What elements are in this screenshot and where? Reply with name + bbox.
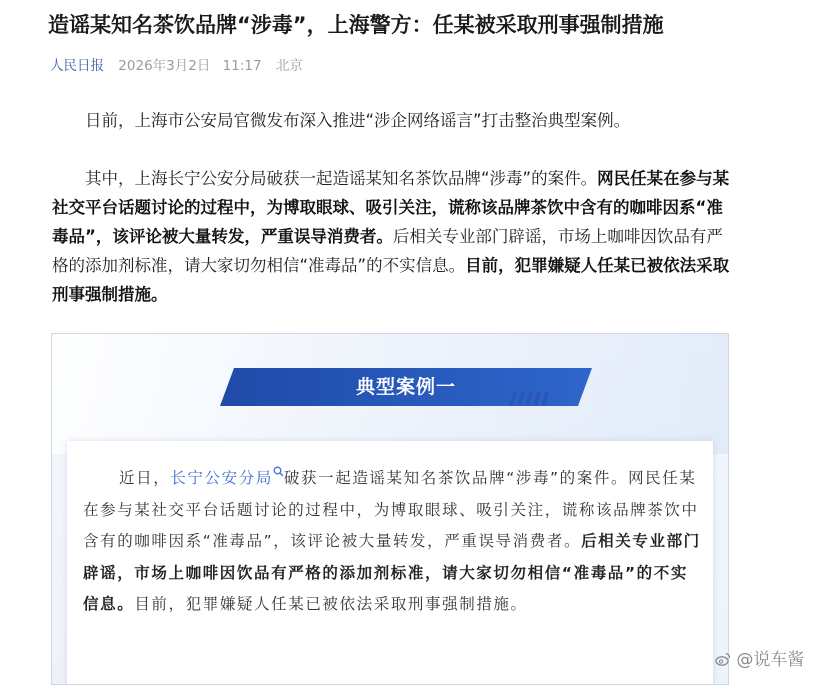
article-paragraph-1: 日前，上海市公安局官微发布深入推进“涉企网络谣言”打击整治典型案例。 bbox=[85, 111, 631, 130]
article-meta bbox=[50, 54, 303, 74]
card-text-conclusion: 目前，犯罪嫌疑人任某已被依法采取刑事强制措施。 bbox=[134, 595, 528, 613]
paragraph-2-bold-sentence: 网民任某在参与某社交平台话题讨论的过程中，为博取眼球、吸引关注，谎称该品牌茶饮中含有的咖啡因系“准毒品”，该评论被大量转发，严重误导消费者。 bbox=[52, 169, 730, 246]
article-title: 造谣某知名茶饮品牌“涉毒”，上海警方：任某被采取刑事强制措施 bbox=[48, 13, 664, 37]
case-card-text bbox=[83, 463, 703, 621]
card-text-bold: 后相关专业部门辟谣，市场上咖啡因饮品有严格的添加剂标准，请大家切勿相信“准毒品”的不实信息。 bbox=[83, 532, 701, 613]
case-figure-image[interactable] bbox=[51, 333, 729, 685]
paragraph-2-bold-conclusion: 目前，犯罪嫌疑人任某已被依法采取刑事强制措施。 bbox=[52, 256, 730, 304]
article-date: 2026年3月2日 bbox=[118, 58, 211, 74]
watermark-handle: @说车酱 bbox=[736, 650, 805, 670]
article-time: 11:17 bbox=[222, 58, 262, 74]
banner-title: 典型案例一 bbox=[355, 376, 456, 398]
card-text-body: 破获一起造谣某知名茶饮品牌“涉毒”的案件。网民任某在参与某社交平台话题讨论的过程中，为博取眼球、吸引关注，谎称该品牌茶饮中含有的咖啡因系“准毒品”，该评论被大量转发，严重误导消费者。 bbox=[83, 469, 699, 550]
article-location: 北京 bbox=[275, 58, 303, 74]
paragraph-2-sentence-1: 其中，上海长宁公安分局破获一起造谣某知名茶饮品牌“涉毒”的案件。 bbox=[85, 169, 598, 188]
card-text-intro: 近日， bbox=[119, 469, 171, 487]
search-icon[interactable] bbox=[273, 466, 284, 477]
article-source-link[interactable]: 人民日报 bbox=[50, 58, 104, 74]
weibo-logo-icon bbox=[715, 652, 731, 666]
article-paragraph-2 bbox=[52, 164, 732, 309]
card-link-changning-police[interactable]: 长宁公安分局 bbox=[170, 469, 273, 487]
paragraph-2-sentence-3: 后相关专业部门辟谣，市场上咖啡因饮品有严格的添加剂标准，请大家切勿相信“准毒品”的不实信息。 bbox=[52, 227, 723, 275]
case-card bbox=[67, 441, 713, 685]
weibo-watermark bbox=[715, 645, 804, 670]
banner-stripes-decoration bbox=[507, 392, 567, 406]
